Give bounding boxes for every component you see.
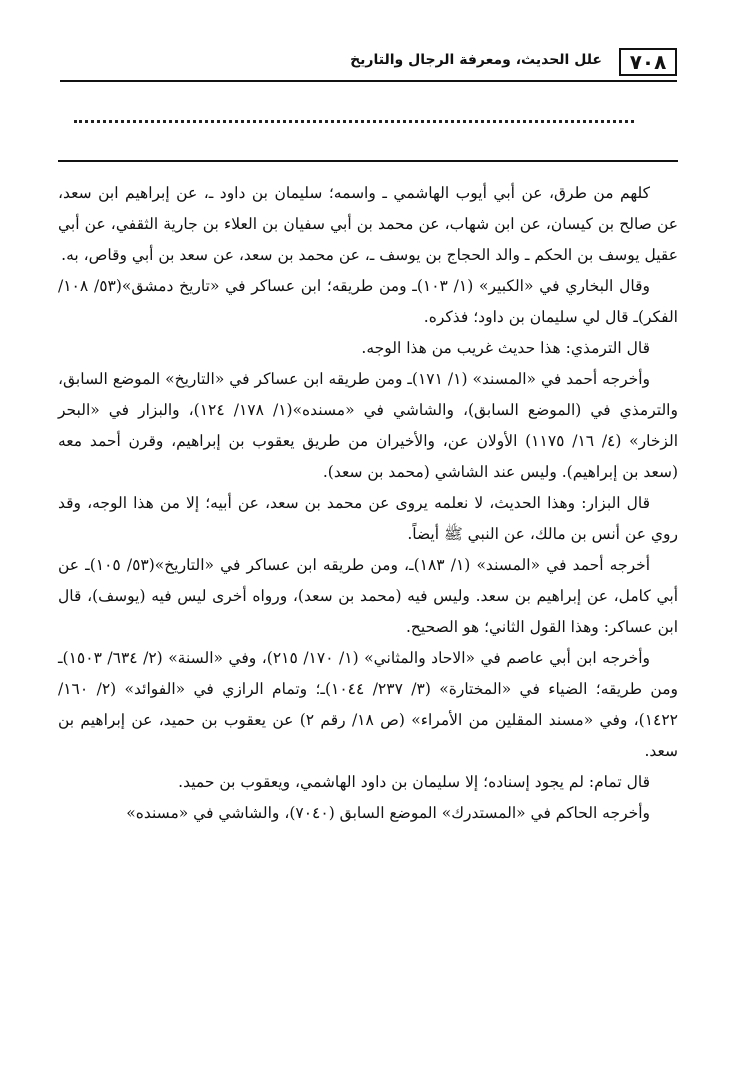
paragraph: قال الترمذي: هذا حديث غريب من هذا الوجه.	[361, 339, 650, 357]
paragraph: قال تمام: لم يجود إسناده؛ إلا سليمان بن داود الهاشمي، ويعقوب بن حميد.	[178, 773, 650, 791]
running-title: علل الحديث، ومعرفة الرجال والتاريخ	[350, 52, 602, 68]
page-body	[58, 178, 678, 829]
paragraph: وقال البخاري في «الكبير» (١/ ١٠٣)ـ ومن طريقه؛ ابن عساكر في «تاريخ دمشق»(٥٣/ ١٠٨/ الفكر)ـ قال لي سليمان بن داود؛ فذكره.	[58, 277, 678, 326]
footnote-separator-rule	[58, 160, 678, 162]
paragraph: أخرجه أحمد في «المسند» (١/ ١٨٣)ـ، ومن طريقه ابن عساكر في «التاريخ»(٥٣/ ١٠٥)ـ عن أبي كامل، عن إبراهيم بن سعد. وليس فيه (محمد بن سعد)، ورواه أخرى ليس فيه (يوسف)، قال ابن عساكر: وهذا القول الثاني؛ هو الصحيح.	[58, 556, 678, 636]
paragraph: كلهم من طرق، عن أبي أيوب الهاشمي ـ واسمه؛ سليمان بن داود ـ، عن إبراهيم ابن سعد، عن صالح بن كيسان، عن ابن شهاب، عن محمد بن أبي سفيان بن العلاء بن جارية الثقفي، عن أبي عقيل يوسف بن الحكم ـ والد الحجاج بن يوسف ـ، عن محمد بن سعد، عن سعد بن أبي وقاص، به.	[58, 184, 678, 264]
header-rule	[60, 80, 677, 82]
page-header	[60, 40, 677, 82]
paragraph: وأخرجه الحاكم في «المستدرك» الموضع السابق (٧٠٤٠)، والشاشي في «مسنده»	[126, 804, 650, 822]
page-number: ٧٠٨	[619, 48, 677, 76]
dotted-separator	[74, 120, 634, 133]
paragraph: قال البزار: وهذا الحديث، لا نعلمه يروى عن محمد بن سعد، عن أبيه؛ إلا من هذا الوجه، وقد روي عن أنس بن مالك، عن النبي ﷺ أيضاً.	[58, 494, 678, 543]
paragraph: وأخرجه ابن أبي عاصم في «الاحاد والمثاني» (١/ ١٧٠/ ٢١٥)، وفي «السنة» (٢/ ٦٣٤/ ١٥٠٣)ـ ومن طريقه؛ الضياء في «المختارة» (٣/ ٢٣٧/ ١٠٤٤)ـ؛ وتمام الرازي في «الفوائد» (٢/ ١٦٠/ ١٤٢٢)، وفي «مسند المقلين من الأمراء» (ص ١٨/ رقم ٢) عن يعقوب بن حميد، عن إبراهيم بن سعد.	[58, 649, 679, 760]
paragraph: وأخرجه أحمد في «المسند» (١/ ١٧١)ـ ومن طريقه ابن عساكر في «التاريخ» الموضع السابق، والترمذي في (الموضع السابق)، والشاشي في «مسنده»(١/ ١٧٨/ ١٢٤)، والبزار في «البحر الزخار» (٤/ ١٦/ ١١٧٥) الأولان عن، والأخيران من طريق يعقوب بن إبراهيم، وقرن أحمد معه (سعد بن إبراهيم). وليس عند الشاشي (محمد بن سعد).	[58, 370, 678, 481]
